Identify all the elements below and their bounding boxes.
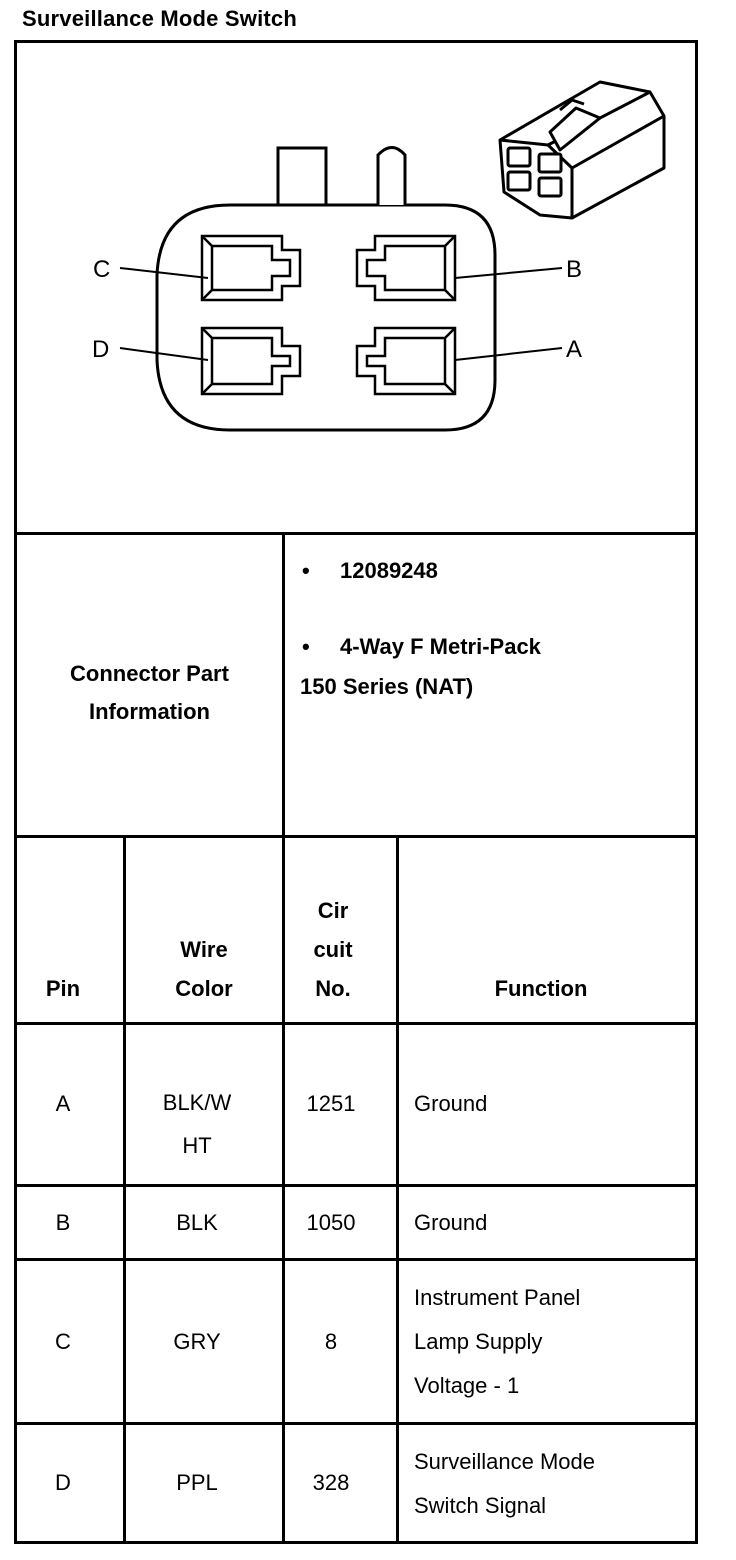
page-title: Surveillance Mode Switch [22,6,297,31]
divider-row-c [14,1422,698,1425]
cavity-b [357,236,455,300]
row-c-function-line1: Instrument Panel [414,1285,581,1310]
row-b-pin: B [55,1210,71,1235]
connector-outline [157,205,495,430]
connector-diagram [0,40,736,540]
row-c-circuit: 8 [324,1329,338,1354]
header-pin: Pin [45,976,81,1001]
row-d-circuit: 328 [312,1470,350,1495]
bullet-connector-type: • [302,634,310,659]
divider-diagram [14,532,698,535]
row-c-pin: C [55,1329,71,1354]
divider-row-b [14,1258,698,1261]
row-a-wire-color [126,1091,268,1167]
connector-info-label-line1: Connector Part [70,661,229,686]
header-function: Function [494,976,588,1001]
pin-label-b: B [566,256,583,283]
row-c-wire-color: GRY [173,1329,221,1354]
part-number: 12089248 [340,558,438,583]
row-a-wire-line2: HT [182,1133,212,1158]
header-circuit-no [285,891,381,1008]
header-wire-color-line2: Color [175,976,233,1001]
row-d-wire-color: PPL [176,1470,218,1495]
row-b-function: Ground [414,1210,488,1235]
key-post [378,148,405,206]
row-a-wire-line1: BLK/W [162,1090,232,1115]
row-a-pin: A [55,1091,71,1116]
pin-label-c: C [93,256,111,283]
row-b-circuit: 1050 [306,1210,356,1235]
row-a-function: Ground [414,1091,488,1116]
row-c-function-line2: Lamp Supply [414,1329,543,1354]
cavity-a [357,328,455,394]
row-c-function-line3: Voltage - 1 [414,1373,520,1398]
cavity-c [202,236,300,300]
row-d-function-line2: Switch Signal [414,1493,547,1518]
divider-col-3 [396,835,399,1544]
header-circuit-line1: Cir [317,898,349,923]
row-a-circuit: 1251 [306,1091,356,1116]
divider-header [14,1022,698,1025]
bullet-part-number: • [302,558,310,583]
header-circuit-line3: No. [315,976,351,1001]
header-circuit-line2: cuit [313,937,353,962]
connector-info-label-line2: Information [89,699,210,724]
connector-iso-view [500,82,664,218]
header-wire-color-line1: Wire [180,937,228,962]
row-d-pin: D [55,1470,71,1495]
divider-row-a [14,1184,698,1187]
row-c-function [414,1276,580,1408]
pin-label-d: D [92,336,110,363]
connector-type-line1: 4-Way F Metri-Pack [340,634,541,659]
connector-info-label [17,655,282,731]
header-wire-color [126,930,282,1008]
row-d-function [414,1440,595,1528]
cavity-d [202,328,300,394]
divider-info-col [282,532,285,838]
pin-label-a: A [566,336,583,363]
row-d-function-line1: Surveillance Mode [414,1449,595,1474]
lock-tab [278,148,326,205]
row-b-wire-color: BLK [176,1210,218,1235]
connector-type-line2: 150 Series (NAT) [300,674,474,699]
divider-connector-info [14,835,698,838]
